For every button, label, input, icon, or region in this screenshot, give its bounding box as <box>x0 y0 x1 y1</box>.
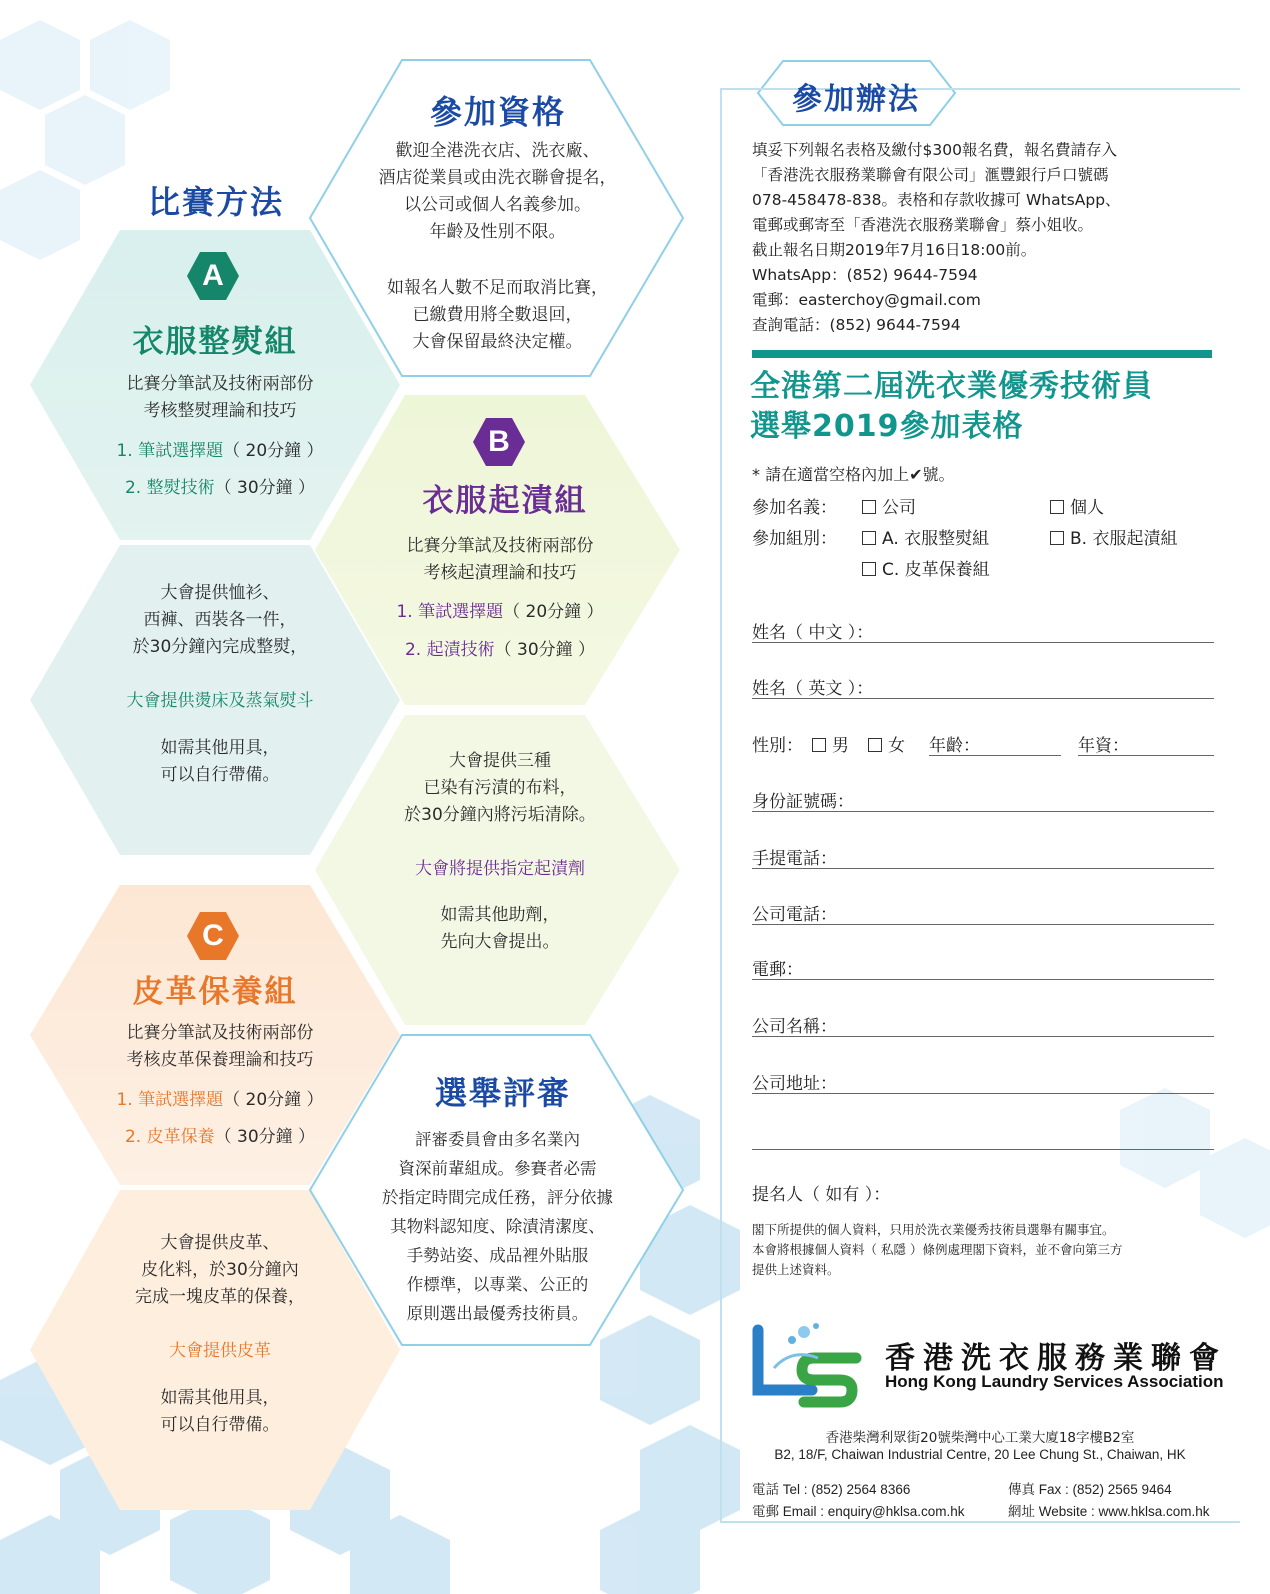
id-number-field[interactable]: 身份証號碼： <box>752 787 1214 812</box>
group-c-item-2: 2. 皮革保養（ 30分鐘 ） <box>124 1127 316 1147</box>
group-b-detail: 大會提供三種 已染有污漬的布料， 於30分鐘內將污垢清除。 <box>404 751 596 825</box>
group-c-item-1: 1. 筆試選擇題（ 20分鐘 ） <box>116 1090 324 1110</box>
eligibility-text: 歡迎全港洗衣店、洗衣廠、 酒店從業員或由洗衣聯會提名， 以公司或個人名義參加。 年齡及性別不限。 <box>378 141 617 242</box>
gender-label: 性別： <box>752 736 803 756</box>
checkbox[interactable] <box>862 531 876 545</box>
nominator-field[interactable]: 提名人（ 如有 ）： <box>752 1185 891 1205</box>
group-c-tools: 如需其他用具， 可以自行帶備。 <box>160 1388 280 1435</box>
email-field[interactable]: 電郵： <box>752 955 1214 980</box>
group-b-item-1: 1. 筆試選擇題（ 20分鐘 ） <box>396 602 604 622</box>
group-a-detail: 大會提供恤衫、 西褲、西裝各一件， 於30分鐘內完成整熨， <box>132 583 308 657</box>
group-a-item-2: 2. 整熨技術（ 30分鐘 ） <box>124 478 316 498</box>
group-label: 參加組別： <box>752 529 837 549</box>
howto-text: 填妥下列報名表格及繳付$300報名費，報名費請存入 「香港洗衣服務業聯會有限公司」滙豐銀行戶口號碼 078-458478-838。表格和存款收據可 WhatsApp、 電郵或郵寄至「香港洗衣服務業聯會」蔡小姐收。 截止報名日期2019年7月16日18:00前。 WhatsApp：(852) 9644-7594 電郵：easterchoy@gmail.com 查詢電話：(852) 9644-7594 <box>752 141 1121 334</box>
group-c-desc: 比賽分筆試及技術兩部份 考核皮革保養理論和技巧 <box>126 1023 314 1070</box>
entry-type-company-option[interactable]: 公司 <box>862 493 916 518</box>
checkbox[interactable] <box>868 738 882 752</box>
company-phone-field[interactable]: 公司電話： <box>752 900 1214 925</box>
experience-field[interactable]: 年資： <box>1078 731 1214 756</box>
group-c-title: 皮革保養組 <box>132 974 298 1010</box>
checkbox[interactable] <box>862 562 876 576</box>
checkbox[interactable] <box>1050 500 1064 514</box>
privacy-note: 閣下所提供的個人資料，只用於洗衣業優秀技術員選舉有關事宜。 本會將根據個人資料（ 私隱 ）條例處理閣下資料，並不會向第三方 提供上述資料。 <box>752 1222 1123 1277</box>
group-a-option[interactable]: A. 衣服整熨組 <box>862 524 989 549</box>
age-field[interactable]: 年齡： <box>929 731 1061 756</box>
method-title: 比賽方法 <box>148 183 285 221</box>
group-b-option[interactable]: B. 衣服起漬組 <box>1050 524 1177 549</box>
group-b-badge: B <box>488 425 510 458</box>
entry-type-label: 參加名義： <box>752 498 837 518</box>
howto-title: 參加辦法 <box>792 82 920 117</box>
org-email[interactable]: 電郵 Email : enquiry@hklsa.com.hk <box>752 1504 965 1519</box>
gender-male-option[interactable]: 男 <box>812 731 849 756</box>
group-a-title: 衣服整熨組 <box>132 324 298 360</box>
form-note: * 請在適當空格內加上✔號。 <box>752 465 955 484</box>
gender-female-option[interactable]: 女 <box>868 731 905 756</box>
entry-type-individual-option[interactable]: 個人 <box>1050 493 1104 518</box>
group-a-desc: 比賽分筆試及技術兩部份 考核整熨理論和技巧 <box>126 374 314 421</box>
eligibility-note: 如報名人數不足而取消比賽， 已繳費用將全數退回， 大會保留最終決定權。 <box>387 278 608 352</box>
checkbox[interactable] <box>812 738 826 752</box>
group-a-tools: 如需其他用具， 可以自行帶備。 <box>160 738 280 785</box>
group-a-provide: 大會提供燙床及蒸氣熨斗 <box>126 691 314 711</box>
org-name-en: Hong Kong Laundry Services Association <box>885 1372 1224 1391</box>
group-c-option[interactable]: C. 皮革保養組 <box>862 555 990 580</box>
org-website[interactable]: 網址 Website : www.hklsa.com.hk <box>1008 1504 1210 1519</box>
judging-text: 評審委員會由多名業內 資深前輩組成。參賽者必需 於指定時間完成任務，評分依據 其物料認知度、除漬清潔度、 手勢站姿、成品裡外貼服 作標準，以專業、公正的 原則選出最優秀技術員。 <box>382 1130 613 1323</box>
group-a-badge: A <box>202 259 224 292</box>
group-c-badge: C <box>202 919 224 952</box>
group-c-provide: 大會提供皮革 <box>169 1341 271 1361</box>
group-a-item-1: 1. 筆試選擇題（ 20分鐘 ） <box>116 441 324 461</box>
checkbox[interactable] <box>1050 531 1064 545</box>
group-b-tools: 如需其他助劑， 先向大會提出。 <box>440 905 560 952</box>
hklsa-logo <box>752 1318 862 1408</box>
company-address-line2[interactable] <box>752 1125 1214 1150</box>
group-b-item-2: 2. 起漬技術（ 30分鐘 ） <box>404 640 596 660</box>
eligibility-title: 參加資格 <box>430 93 567 131</box>
org-address-zh: 香港柴灣利眾街20號柴灣中心工業大廈18字樓B2室 <box>825 1430 1135 1446</box>
org-name-zh: 香港洗衣服務業聯會 <box>885 1341 1227 1376</box>
checkbox[interactable] <box>862 500 876 514</box>
judging-title: 選舉評審 <box>435 1074 572 1112</box>
group-c-detail: 大會提供皮革、 皮化料，於30分鐘內 完成一塊皮革的保養， <box>135 1233 305 1307</box>
group-b-title: 衣服起漬組 <box>422 483 588 519</box>
org-fax: 傳真 Fax : (852) 2565 9464 <box>1008 1482 1172 1497</box>
company-name-field[interactable]: 公司名稱： <box>752 1012 1214 1037</box>
org-address-en: B2, 18/F, Chaiwan Industrial Centre, 20 Lee Chung St., Chaiwan, HK <box>774 1447 1186 1462</box>
mobile-field[interactable]: 手提電話： <box>752 844 1214 869</box>
group-b-provide: 大會將提供指定起漬劑 <box>415 859 585 879</box>
name-en-field[interactable]: 姓名（ 英文 ）： <box>752 674 1214 699</box>
org-tel: 電話 Tel : (852) 2564 8366 <box>752 1482 911 1497</box>
name-zh-field[interactable]: 姓名（ 中文 ）： <box>752 618 1214 643</box>
form-title: 全港第二屆洗衣業優秀技術員 選舉2019參加表格 <box>750 369 1153 444</box>
group-b-desc: 比賽分筆試及技術兩部份 考核起漬理論和技巧 <box>406 536 594 583</box>
company-address-field[interactable]: 公司地址： <box>752 1069 1214 1094</box>
